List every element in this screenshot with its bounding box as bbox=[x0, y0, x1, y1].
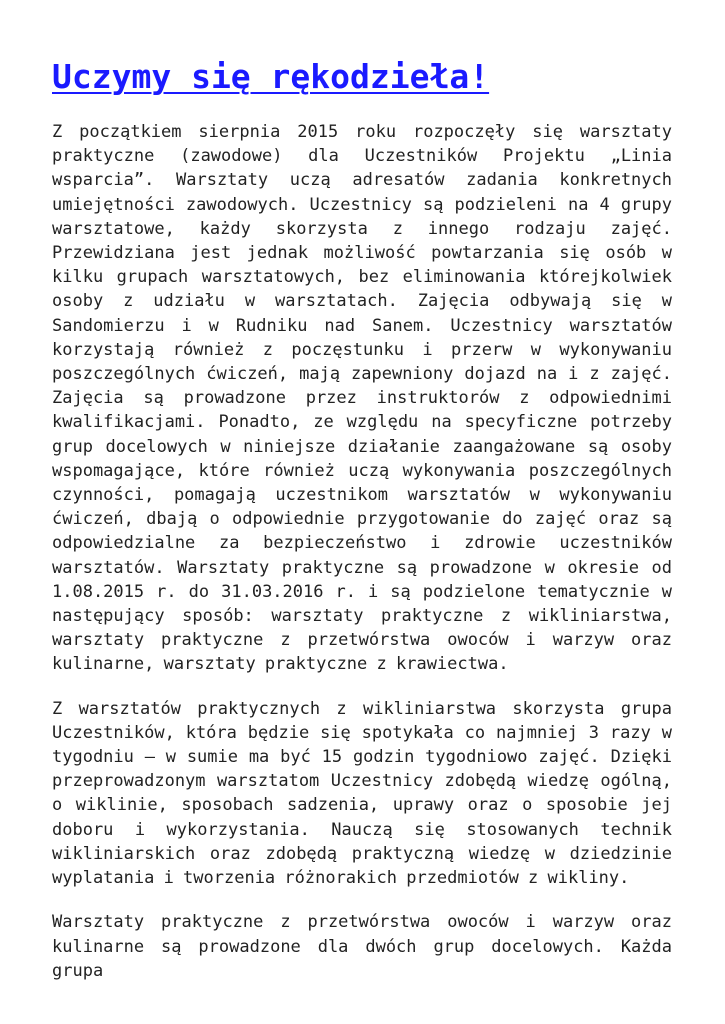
article bbox=[52, 54, 672, 983]
article-paragraph-3: Warsztaty praktyczne z przetwórstwa owoców i warzyw oraz kulinarne są prowadzone dla dwóch grup docelowych. Każda grupa bbox=[52, 912, 672, 981]
article-paragraph-2: Z warsztatów praktycznych z wikliniarstwa skorzysta grupa Uczestników, która będzie się spotykała co najmniej 3 razy w tygodniu – w sumie ma być 15 godzin tygodniowo zajęć. Dzięki przeprowadzonym warsztatom Uczestnicy zdobędą wiedzę ogólną, o wiklinie, sposobach sadzenia, uprawy oraz o sposobie jej doboru i wykorzystania. Nauczą się stosowanych technik wikliniarskich oraz zdobędą praktyczną wiedzę w dziedzinie wyplatania i tworzenia różnorakich przedmiotów z wikliny. bbox=[52, 698, 672, 889]
article-title[interactable]: Uczymy się rękodzieła! bbox=[52, 57, 490, 96]
article-paragraph-1: Z początkiem sierpnia 2015 roku rozpoczęły się warsztaty praktyczne (zawodowe) dla Uczestników Projektu „Linia wsparcia”. Warsztaty uczą adresatów zadania konkretnych umiejętności zawodowych. Uczestnicy są podzieleni na 4 grupy warsztatowe, każdy skorzysta z innego rodzaju zajęć. Przewidziana jest jednak możliwość powtarzania się osób w kilku grupach warsztatowych, bez eliminowania którejkolwiek osoby z udziału w warsztatach. Zajęcia odbywają się w Sandomierzu i w Rudniku nad Sanem. Uczestnicy warsztatów korzystają również z poczęstunku i przerw w wykonywaniu poszczególnych ćwiczeń, mają zapewniony dojazd na i z zajęć. Zajęcia są prowadzone przez instruktorów z odpowiednimi kwalifikacjami. Ponadto, ze względu na specyficzne potrzeby grup docelowych w niniejsze działanie zaangażowane są osoby wspomagające, które również uczą wykonywania poszczególnych czynności, pomagają uczestnikom warsztatów w wykonywaniu ćwiczeń, dbają o odpowiednie przygotowanie do zajęć oraz są odpowiedzialne za bezpieczeństwo i zdrowie uczestników warsztatów. Warsztaty praktyczne są prowadzone w okresie od 1.08.2015 r. do 31.03.2016 r. i są podzielone tematycznie w następujący sposób: warsztaty praktyczne z wikliniarstwa, warsztaty praktyczne z przetwórstwa owoców i warzyw oraz kulinarne, warsztaty praktyczne z krawiectwa. bbox=[52, 122, 672, 675]
